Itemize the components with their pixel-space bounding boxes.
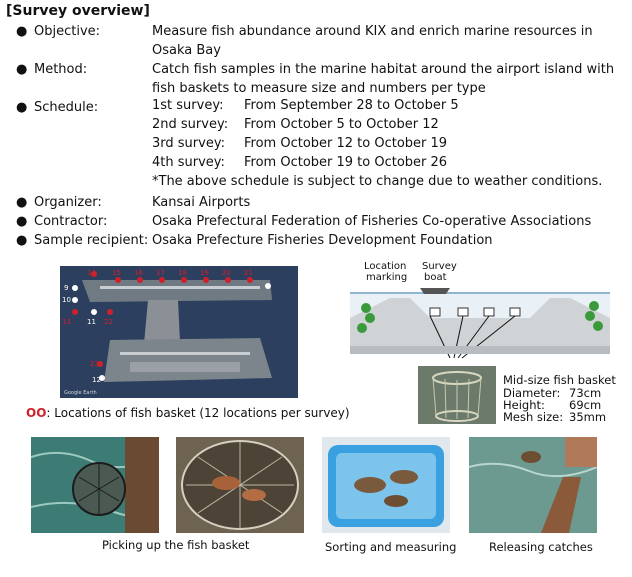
- bullet: ●: [16, 233, 28, 248]
- basket-marker: [265, 283, 271, 289]
- marker-label: 22: [104, 318, 113, 326]
- fish-basket-photo: [418, 366, 496, 424]
- basket-marker: [203, 277, 209, 283]
- marker-label: 19: [200, 269, 209, 277]
- photo-sorting: [322, 437, 450, 533]
- label-survey: Survey: [422, 261, 457, 272]
- label-survey-2: boat: [424, 272, 447, 283]
- survey-dates: From October 12 to October 19: [244, 136, 448, 151]
- item-value: Kansai Airports: [152, 195, 251, 210]
- schedule-row: [152, 155, 448, 170]
- label-location-2: marking: [366, 272, 408, 283]
- spec-value: 73cm: [569, 386, 602, 400]
- basket-marker: [159, 277, 165, 283]
- survey-dates: From October 5 to October 12: [244, 117, 439, 132]
- marker-label: 10: [62, 296, 71, 304]
- item-label: Method:: [34, 62, 88, 77]
- photo-catch: [176, 437, 304, 533]
- marker-label: 14: [87, 269, 96, 277]
- survey-dates: From October 19 to October 26: [244, 155, 448, 170]
- item-label: Objective:: [34, 24, 101, 39]
- caption-releasing: Releasing catches: [489, 540, 593, 554]
- caption-sorting: Sorting and measuring: [325, 540, 457, 554]
- basket-marker: [115, 277, 121, 283]
- basket-marker: [247, 277, 253, 283]
- photo-releasing: [469, 437, 597, 533]
- marker-label: 15: [112, 269, 121, 277]
- basket-marker: [137, 277, 143, 283]
- item-label: Sample recipient:: [34, 233, 149, 248]
- survey-dates: From September 28 to October 5: [244, 98, 459, 113]
- marker-label: 12: [92, 376, 101, 384]
- spec-key: Mesh size:: [503, 410, 564, 424]
- item-value: Osaka Prefecture Fisheries Development Foundation: [152, 233, 493, 248]
- basket-marker: [72, 309, 78, 315]
- marker-label: 13: [62, 318, 71, 326]
- basket-marker: [91, 309, 97, 315]
- marker-label: 11: [87, 318, 96, 326]
- schedule-row: [152, 98, 459, 113]
- basket-spec: [503, 410, 607, 424]
- basket-title: Mid-size fish basket: [503, 373, 616, 387]
- bullet: ●: [16, 195, 28, 210]
- satellite-map: [60, 266, 298, 398]
- marker-label: 16: [134, 269, 143, 277]
- item-value: Osaka Prefectural Federation of Fisheries Co-operative Associations: [152, 214, 592, 229]
- marker-label: 20: [222, 269, 231, 277]
- item-value: Catch fish samples in the marine habitat around the airport island with fish baskets to measure size and numbers per type: [152, 62, 615, 96]
- survey-name: 2nd survey:: [152, 117, 229, 132]
- spec-key: Diameter:: [503, 386, 561, 400]
- marker-label: 21: [244, 269, 253, 277]
- basket-marker: [72, 285, 78, 291]
- bullet: ●: [16, 100, 28, 115]
- map-caption: [26, 406, 350, 420]
- seawall-diagram: [350, 258, 610, 363]
- bullet: ●: [16, 214, 28, 229]
- survey-name: 4th survey:: [152, 155, 225, 170]
- basket-marker: [107, 309, 113, 315]
- marker-label: 17: [156, 269, 165, 277]
- basket-marker: [225, 277, 231, 283]
- marker-legend-icon: OO: [26, 406, 47, 420]
- survey-name: 1st survey:: [152, 98, 224, 113]
- item-label: Organizer:: [34, 195, 102, 210]
- label-location: Location: [364, 261, 407, 272]
- photo-picking-up: [31, 437, 159, 533]
- schedule-row: [152, 117, 439, 132]
- item-label: Contractor:: [34, 214, 108, 229]
- section-title: [Survey overview]: [6, 3, 150, 19]
- spec-value: 35mm: [569, 410, 607, 424]
- bullet: ●: [16, 24, 28, 39]
- spec-key: Height:: [503, 398, 545, 412]
- item-label: Schedule:: [34, 100, 99, 115]
- basket-marker: [181, 277, 187, 283]
- marker-label: 9: [64, 284, 69, 292]
- spec-value: 69cm: [569, 398, 602, 412]
- survey-name: 3rd survey:: [152, 136, 225, 151]
- map-caption-text: : Locations of fish basket (12 locations per survey): [46, 406, 350, 420]
- schedule-note: *The above schedule is subject to change due to weather conditions.: [152, 174, 603, 189]
- map-watermark: Google Earth: [64, 390, 97, 396]
- item-value: Measure fish abundance around KIX and enrich marine resources in Osaka Bay: [152, 24, 593, 58]
- basket-marker: [72, 297, 78, 303]
- marker-label: 18: [178, 269, 187, 277]
- marker-label: 23: [90, 360, 99, 368]
- schedule-row: [152, 136, 448, 151]
- bullet: ●: [16, 62, 28, 77]
- caption-picking: Picking up the fish basket: [102, 538, 250, 552]
